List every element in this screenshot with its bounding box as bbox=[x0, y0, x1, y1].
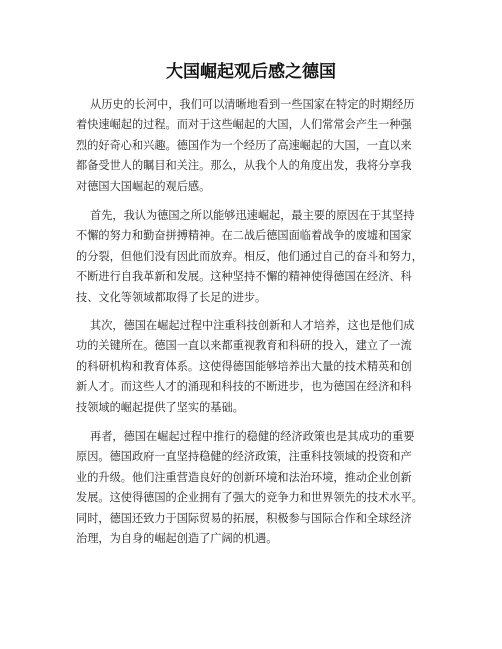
paragraph-line: 烈的好奇心和兴趣。德国作为一个经历了高速崛起的大国，一直以来 bbox=[76, 138, 412, 152]
paragraph-line: 技、文化等领域都取得了长足的进步。 bbox=[76, 290, 267, 304]
paragraph-line: 治理，为自身的崛起创造了广阔的机遇。 bbox=[76, 531, 278, 545]
paragraph-line: 的分裂，但他们没有因此而放弃。相反，他们通过自己的奋斗和努力， bbox=[76, 249, 423, 263]
paragraph-line: 业的升级。他们注重营造良好的创新环境和法治环境，推动企业创新 bbox=[76, 470, 412, 484]
paragraph-line: 的科研机构和教育体系。这使得德国能够培养出大量的技术精英和创 bbox=[76, 359, 412, 373]
paragraph-first-reason bbox=[76, 206, 436, 308]
paragraph-intro bbox=[76, 95, 436, 197]
paragraph-line: 技领域的崛起提供了坚实的基础。 bbox=[76, 400, 244, 414]
paragraph-line: 从历史的长河中，我们可以清晰地看到一些国家在特定的时期经历 bbox=[90, 98, 415, 111]
paragraph-line: 都备受世人的瞩目和关注。那么，从我个人的角度出发，我将分享我 bbox=[76, 159, 412, 173]
paragraph-line: 再者，德国在崛起过程中推行的稳健的经济政策也是其成功的重要 bbox=[90, 430, 415, 443]
paragraph-line: 其次，德国在崛起过程中注重科技创新和人才培养，这也是他们成 bbox=[90, 319, 415, 332]
paragraph-line: 对德国大国崛起的观后感。 bbox=[76, 179, 211, 193]
paragraph-second-reason bbox=[76, 316, 436, 418]
document-title: 大国崛起观后感之德国 bbox=[166, 62, 336, 82]
paragraph-line: 发展。这使得德国的企业拥有了强大的竞争力和世界领先的技术水平。 bbox=[76, 491, 423, 505]
paragraph-line: 着快速崛起的过程。而对于这些崛起的大国，人们常常会产生一种强 bbox=[76, 118, 412, 132]
paragraph-line: 同时，德国还致力于国际贸易的拓展，积极参与国际合作和全球经济 bbox=[76, 511, 412, 525]
paragraph-line: 不懈的努力和勤奋拼搏精神。在二战后德国面临着战争的废墟和国家 bbox=[76, 229, 412, 243]
paragraph-line: 首先，我认为德国之所以能够迅速崛起，最主要的原因在于其坚持 bbox=[90, 209, 415, 222]
paragraph-line: 原因。德国政府一直坚持稳健的经济政策，注重科技领域的投资和产 bbox=[76, 450, 412, 464]
paragraph-line: 功的关键所在。德国一直以来都重视教育和科研的投入，建立了一流 bbox=[76, 339, 412, 353]
paragraph-third-reason bbox=[76, 427, 436, 549]
paragraph-line: 不断进行自我革新和发展。这种坚持不懈的精神使得德国在经济、科 bbox=[76, 270, 412, 284]
paragraph-line: 新人才。而这些人才的涌现和科技的不断进步，也为德国在经济和科 bbox=[76, 380, 412, 394]
